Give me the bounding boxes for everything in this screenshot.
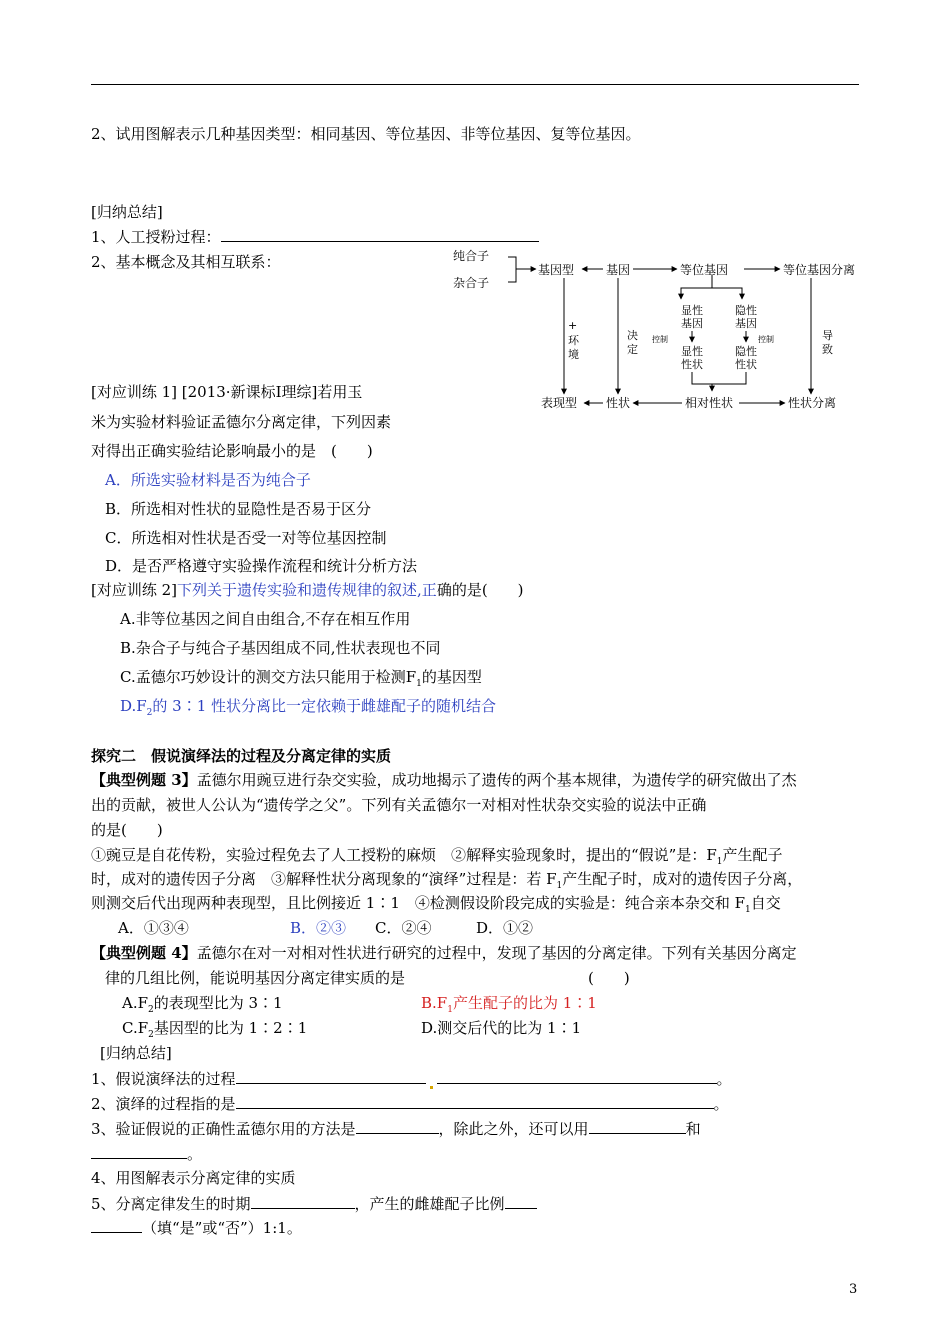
bracket (508, 257, 516, 282)
train2-option-c[interactable]: C.孟德尔巧妙设计的测交方法只能用于检测$F_1$的基因型 (120, 668, 482, 689)
label-control-left: 控制 (652, 335, 668, 344)
node-trait-segregation: 性状分离 (788, 396, 837, 410)
example4-line-1: 【典型例题 4】孟德尔在对一对相对性状进行研究的过程中，发现了基因的分离定律。下列有关基因分离定 (91, 944, 797, 962)
node-dominant-gene-1: 显性 (681, 304, 703, 317)
node-trait: 性状 (606, 396, 631, 410)
example3-option-d[interactable]: D．①② (476, 919, 534, 937)
train2-option-d[interactable]: $D.F_2$的 3∶1 性状分离比一定依赖于雌雄配子的随机结合 (120, 697, 497, 718)
example3-statement-1: ①豌豆是自花传粉，实验过程免去了人工授粉的麻烦 ②解释实验现象时，提出的“假说”是：$F_1$产生配子 (91, 846, 783, 867)
answer-blank[interactable] (91, 1143, 187, 1159)
example3-line-1: 【典型例题 3】孟德尔用豌豆进行杂交实验，成功地揭示了遗传的两个基本规律，为遗传学的研究做出了杰 (91, 771, 797, 789)
train1-option-c[interactable]: C．所选相对性状是否受一对等位基因控制 (105, 529, 387, 547)
summary-line-2: 2、基本概念及其相互联系： (91, 253, 281, 271)
label-cause-1: 导 (822, 329, 833, 342)
arrow-dominant-relative (692, 372, 712, 391)
answer-blank[interactable] (236, 1093, 714, 1109)
label-cause-2: 致 (822, 343, 833, 356)
summary2-title: [归纳总结] (100, 1044, 172, 1062)
example4-line-2: 律的几组比例，能说明基因分离定律实质的是 (105, 969, 406, 987)
node-recessive-trait-2: 性状 (735, 358, 757, 371)
highlight-dot (430, 1086, 433, 1089)
label-determine-2: 定 (627, 343, 638, 356)
node-allele: 等位基因 (680, 263, 729, 277)
label-env-plus: + (568, 319, 578, 332)
train1-option-a[interactable]: A．所选实验材料是否为纯合子 (105, 471, 311, 489)
example3-option-c[interactable]: C．②④ (375, 919, 432, 937)
example3-option-a[interactable]: A．①③④ (118, 919, 189, 937)
train1-line-1: [对应训练 1] [2013·新课标Ⅰ理综]若用玉 (91, 383, 363, 401)
example3-line-2: 出的贡献，被世人公认为“遗传学之父”。下列有关孟德尔一对相对性状杂交实验的说法中正确 (91, 796, 707, 814)
summary2-line-2: 2、演绎的过程指的是 。 (91, 1095, 729, 1113)
example3-statement-2: 时，成对的遗传因子分离 ③解释性状分离现象的“演绎”过程是：若 $F_1$产生配子时，成对的遗传因子分离， (91, 870, 803, 891)
node-recessive-gene-1: 隐性 (735, 304, 757, 317)
answer-blank[interactable] (589, 1118, 686, 1134)
train1-option-d[interactable]: D．是否严格遵守实验操作流程和统计分析方法 (105, 557, 418, 575)
node-homozygote: 纯合子 (453, 249, 490, 263)
node-recessive-gene-2: 基因 (735, 317, 757, 330)
summary2-line-4: 4、用图解表示分离定律的实质 (91, 1169, 296, 1187)
summary2-line-1: 1、假说演绎法的过程 。 (91, 1070, 732, 1088)
label-control-right: 控制 (758, 335, 774, 344)
answer-blank[interactable] (91, 1217, 142, 1233)
example4-option-b[interactable]: $B.F_1$产生配子的比为 1∶1 (421, 994, 597, 1015)
train1-line-2: 米为实验材料验证孟德尔分离定律，下列因素 (91, 413, 392, 431)
node-recessive-trait-1: 隐性 (735, 345, 757, 358)
train2-option-a[interactable]: A.非等位基因之间自由组合,不存在相互作用 (120, 610, 411, 628)
node-relative-trait: 相对性状 (685, 396, 734, 410)
node-phenotype: 表现型 (541, 396, 578, 410)
question-2: 2、试用图解表示几种基因类型：相同基因、等位基因、非等位基因、复等位基因。 (91, 125, 641, 143)
summary2-line-5: 5、分离定律发生的时期 ，产生的雌雄配子比例 (91, 1193, 537, 1214)
summary2-line-3-cont: 。 (91, 1143, 202, 1164)
label-env-2: 境 (568, 348, 579, 361)
answer-blank[interactable] (356, 1118, 439, 1134)
answer-blank[interactable] (221, 226, 539, 242)
example4-option-c[interactable]: $C.F_2$基因型的比为 1∶2∶1 (122, 1019, 308, 1040)
label-env-1: 环 (568, 334, 579, 347)
node-dominant-trait-2: 性状 (681, 358, 703, 371)
train1-line-3: 对得出正确实验结论影响最小的是 ( ) (91, 442, 373, 460)
summary-line-1: 1、人工授粉过程： (91, 226, 539, 247)
section-2-title: 探究二 假说演绎法的过程及分离定律的实质 (91, 747, 392, 765)
node-gene: 基因 (606, 263, 631, 277)
node-dominant-trait-1: 显性 (681, 345, 703, 358)
summary2-line-3: 3、验证假说的正确性孟德尔用的方法是 ，除此之外，还可以用 和 (91, 1120, 701, 1138)
example4-answer-paren: ( ) (588, 969, 630, 987)
example3-line-3: 的是( ) (91, 821, 163, 839)
summary-title: [归纳总结] (91, 203, 163, 221)
answer-blank[interactable] (236, 1068, 426, 1084)
node-allele-segregation: 等位基因分离 (783, 263, 856, 277)
example3-statement-3: 则测交后代出现两种表现型，且比例接近 1∶1 ④检测假设阶段完成的实验是：纯合亲本杂交和 $F_1$自交 (91, 894, 781, 915)
node-dominant-gene-2: 基因 (681, 317, 703, 330)
train1-option-b[interactable]: B．所选相对性状的显隐性是否易于区分 (105, 500, 372, 518)
answer-blank[interactable] (251, 1193, 355, 1209)
example3-option-b[interactable]: B．②③ (290, 919, 347, 937)
answer-blank[interactable] (505, 1193, 537, 1209)
node-heterozygote: 杂合子 (453, 276, 490, 290)
arrow-to-dominant (681, 275, 712, 299)
node-genotype: 基因型 (538, 263, 575, 277)
arrow-to-recessive (712, 288, 742, 299)
train2-option-b[interactable]: B.杂合子与纯合子基因组成不同,性状表现也不同 (120, 639, 441, 657)
concept-diagram (448, 244, 868, 419)
example4-option-a[interactable]: $A.F_2$的表现型比为 3∶1 (122, 994, 283, 1015)
arrow-recessive-relative (712, 372, 746, 384)
page-number: 3 (849, 1282, 858, 1297)
train2-question: [对应训练 2]下列关于遗传实验和遗传规律的叙述,正确的是( ) (91, 581, 524, 599)
summary2-line-6: （填“是”或“否”）1:1。 (91, 1217, 302, 1238)
answer-blank[interactable] (437, 1068, 717, 1084)
example4-option-d[interactable]: D.测交后代的比为 1∶1 (421, 1019, 582, 1037)
header-rule (91, 84, 859, 85)
label-determine-1: 决 (627, 329, 638, 342)
